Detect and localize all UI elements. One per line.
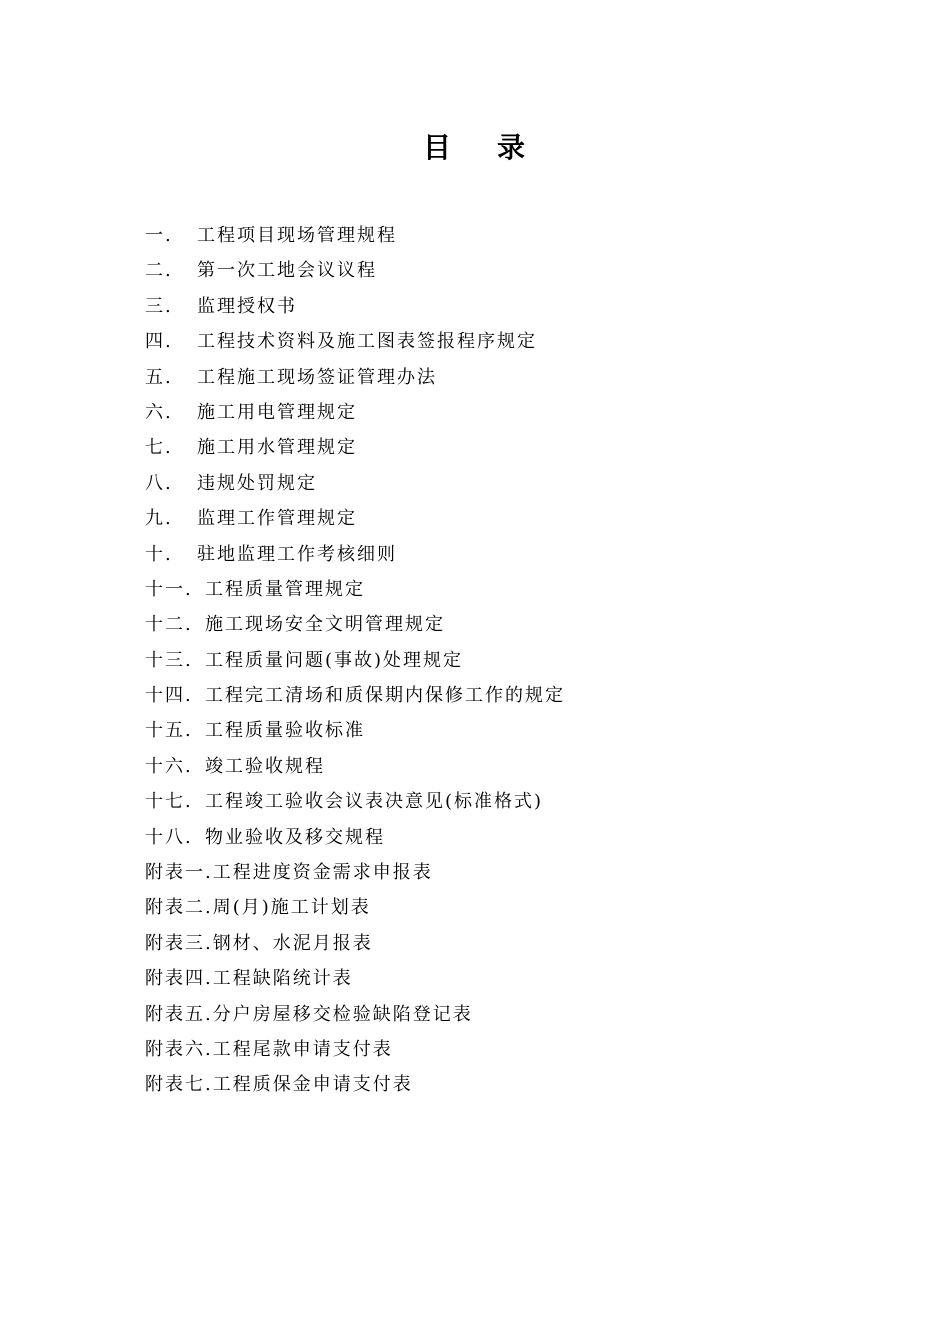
toc-item-text: 监理工作管理规定 [197, 508, 357, 530]
toc-item-text: 工程质保金申请支付表 [212, 1074, 413, 1096]
toc-item-number: 十五. [145, 720, 193, 742]
toc-item-text: 钢材、水泥月报表 [212, 932, 373, 954]
toc-item-text: 违规处罚规定 [197, 472, 317, 494]
toc-item [145, 678, 845, 713]
toc-item-number: 八. [145, 472, 173, 494]
toc-item-text: 分户房屋移交检验缺陷登记表 [212, 1003, 473, 1025]
toc-item-number: 十. [145, 543, 173, 565]
toc-item-number: 七. [145, 437, 173, 459]
title-char-2: 录 [497, 131, 528, 164]
toc-item [145, 430, 845, 465]
toc-item [145, 1067, 845, 1102]
toc-item-number: 附表五. [145, 1003, 213, 1025]
toc-item [145, 713, 845, 748]
toc-item-text: 工程完工清场和质保期内保修工作的规定 [205, 685, 565, 707]
toc-item [145, 253, 845, 288]
toc-item [145, 395, 845, 430]
toc-item-text: 物业验收及移交规程 [205, 826, 385, 848]
toc-item [145, 926, 845, 961]
toc-item-text: 工程技术资料及施工图表签报程序规定 [197, 331, 537, 353]
toc-item-number: 十三. [145, 649, 193, 671]
toc-item [145, 501, 845, 536]
toc-item-number: 十二. [145, 614, 193, 636]
toc-item [145, 890, 845, 925]
toc-item-number: 六. [145, 401, 173, 423]
toc-item-number: 九. [145, 508, 173, 530]
toc-item-text: 工程质量管理规定 [205, 578, 365, 600]
toc-item [145, 572, 845, 607]
toc-item-text: 工程尾款申请支付表 [212, 1038, 393, 1060]
toc-item-text: 施工用水管理规定 [197, 437, 357, 459]
toc-item-number: 三. [145, 295, 173, 317]
toc-item-text: 工程竣工验收会议表决意见(标准格式) [205, 791, 544, 813]
toc-item [145, 749, 845, 784]
title-char-1: 目 [422, 131, 453, 164]
toc-item [145, 324, 845, 359]
toc-item-text: 竣工验收规程 [205, 755, 325, 777]
toc-item-number: 附表六. [145, 1038, 213, 1060]
toc-item-text: 监理授权书 [197, 295, 297, 317]
toc-item-number: 十四. [145, 685, 193, 707]
toc-item [145, 218, 845, 253]
toc-item-number: 四. [145, 331, 173, 353]
toc-item-text: 工程项目现场管理规程 [197, 225, 397, 246]
toc-item [145, 607, 845, 642]
table-of-contents [145, 218, 845, 1103]
toc-item-text: 第一次工地会议议程 [197, 260, 377, 282]
toc-item-text: 周(月)施工计划表 [212, 897, 371, 919]
toc-item-text: 工程质量验收标准 [205, 720, 365, 742]
toc-item [145, 997, 845, 1032]
toc-item [145, 537, 845, 572]
toc-item [145, 961, 845, 996]
toc-item [145, 289, 845, 324]
toc-item-number: 附表二. [145, 897, 213, 919]
toc-item-text: 工程进度资金需求申报表 [212, 862, 433, 884]
toc-item-number: 十七. [145, 791, 193, 813]
toc-item-number: 十一. [145, 578, 193, 600]
toc-item [145, 820, 845, 855]
toc-item-number: 二. [145, 260, 173, 282]
toc-item-number: 五. [145, 366, 173, 388]
toc-item [145, 1032, 845, 1067]
toc-item [145, 855, 845, 890]
toc-item-text: 工程施工现场签证管理办法 [197, 366, 437, 388]
toc-item-text: 工程质量问题(事故)处理规定 [205, 649, 464, 671]
toc-item-number: 附表四. [145, 968, 213, 990]
toc-item-text: 工程缺陷统计表 [212, 968, 353, 990]
toc-item [145, 466, 845, 501]
toc-item-number: 十六. [145, 755, 193, 777]
toc-item [145, 360, 845, 395]
toc-item-number: 附表一. [145, 862, 213, 884]
toc-item-number: 附表三. [145, 932, 213, 954]
page-title [0, 128, 950, 168]
toc-item-number: 一. [145, 225, 173, 246]
toc-item-text: 施工用电管理规定 [197, 401, 357, 423]
toc-item-text: 施工现场安全文明管理规定 [205, 614, 445, 636]
toc-item [145, 784, 845, 819]
toc-item [145, 643, 845, 678]
toc-item-number: 附表七. [145, 1074, 213, 1096]
toc-item-number: 十八. [145, 826, 193, 848]
toc-item-text: 驻地监理工作考核细则 [197, 543, 397, 565]
